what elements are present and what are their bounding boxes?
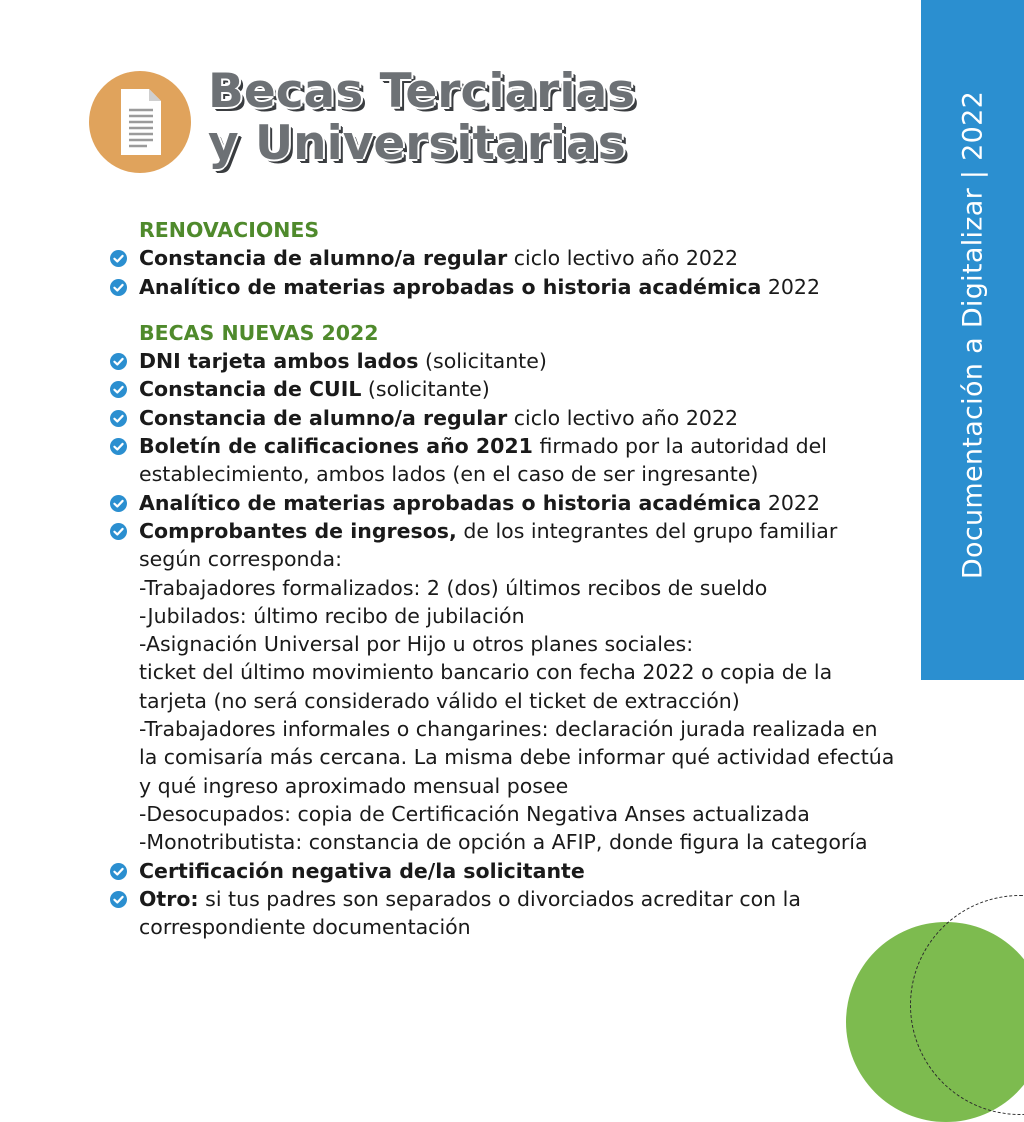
- item-text: de los integrantes del grupo familiar según corresponda:: [139, 518, 838, 572]
- list-item-ingresos: [110, 517, 900, 857]
- item-bold-text: DNI tarjeta ambos lados: [139, 349, 419, 374]
- list-item: [110, 375, 900, 403]
- list-item: [110, 885, 900, 942]
- list-item: [110, 273, 900, 301]
- page-title: [208, 66, 635, 170]
- item-bold-text: Analítico de materias aprobadas o historia académica: [139, 274, 762, 299]
- check-circle-icon: [110, 523, 127, 540]
- item-bold-text: Boletín de calificaciones año 2021: [139, 434, 533, 459]
- check-circle-icon: [110, 353, 127, 370]
- requirements-content: [110, 216, 900, 941]
- item-text: (solicitante): [361, 377, 490, 402]
- ingresos-line: -Monotributista: constancia de opción a AFIP, donde figura la categoría: [139, 830, 868, 855]
- item-text: 2022: [761, 274, 821, 299]
- page-title-line1: Becas Terciarias: [208, 64, 636, 119]
- page-title-line2: y Universitarias: [208, 116, 626, 171]
- item-text: ciclo lectivo año 2022: [507, 246, 739, 271]
- side-band-title: Documentación a Digitalizar | 2022: [957, 90, 988, 580]
- becas-nuevas-list: [110, 347, 900, 941]
- check-circle-icon: [110, 891, 127, 908]
- item-bold-text: Analítico de materias aprobadas o historia académica: [139, 490, 762, 515]
- ingresos-line: -Jubilados: último recibo de jubilación: [139, 603, 525, 628]
- item-text: (solicitante): [418, 349, 547, 374]
- item-text: si tus padres son separados o divorciados acreditar con la correspondiente documentación: [139, 886, 801, 940]
- check-circle-icon: [110, 381, 127, 398]
- ingresos-line: -Desocupados: copia de Certificación Negativa Anses actualizada: [139, 801, 810, 826]
- list-item: [110, 432, 900, 489]
- item-bold-text: Certificación negativa de/la solicitante: [139, 858, 585, 883]
- check-circle-icon: [110, 863, 127, 880]
- item-text: 2022: [761, 490, 821, 515]
- ingresos-line: -Trabajadores formalizados: 2 (dos) últimos recibos de sueldo: [139, 575, 768, 600]
- side-band: [921, 0, 1024, 680]
- item-text: firmado por la autoridad del establecimiento, ambos lados (en el caso de ser ingresante): [139, 434, 827, 487]
- document-icon: [89, 71, 191, 173]
- item-bold-text: Constancia de alumno/a regular: [139, 246, 508, 271]
- check-circle-icon: [110, 250, 127, 267]
- item-bold-text: Constancia de CUIL: [139, 377, 362, 402]
- check-circle-icon: [110, 410, 127, 427]
- list-item: [110, 857, 900, 885]
- becas-nuevas-heading: BECAS NUEVAS 2022: [139, 320, 379, 345]
- renovaciones-heading: RENOVACIONES: [139, 218, 320, 242]
- ingresos-line: -Trabajadores informales o changarines: declaración jurada realizada en la comisaría más cercana. La misma debe informar qué actividad efectúa y qué ingreso aproximado mensual posee: [139, 717, 895, 798]
- check-circle-icon: [110, 438, 127, 455]
- list-item: [110, 244, 900, 272]
- list-item: [110, 404, 900, 432]
- list-item: [110, 489, 900, 517]
- list-item: [110, 347, 900, 375]
- item-bold-text: Constancia de alumno/a regular: [139, 405, 508, 430]
- ingresos-line: ticket del último movimiento bancario con fecha 2022 o copia de la tarjeta (no será considerado válido el ticket de extracción): [139, 660, 833, 713]
- ingresos-line: -Asignación Universal por Hijo u otros planes sociales:: [139, 632, 694, 657]
- check-circle-icon: [110, 495, 127, 512]
- document-icon-badge: [89, 71, 191, 173]
- item-bold-text: Otro:: [139, 886, 199, 911]
- item-bold-text: Comprobantes de ingresos,: [139, 518, 457, 543]
- item-text: ciclo lectivo año 2022: [507, 405, 739, 430]
- check-circle-icon: [110, 279, 127, 296]
- renovaciones-list: [110, 244, 900, 301]
